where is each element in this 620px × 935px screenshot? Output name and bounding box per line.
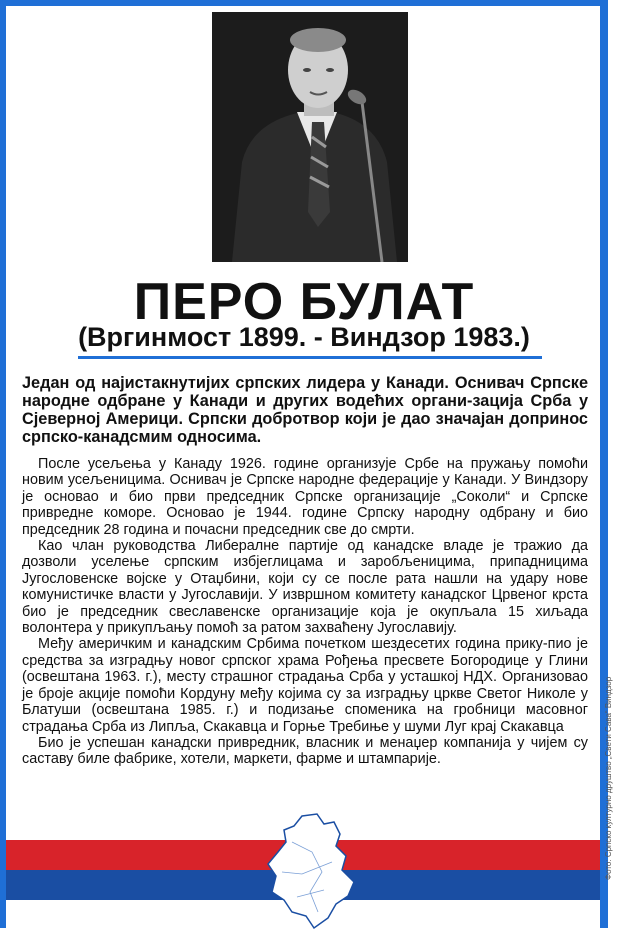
title-underline — [78, 356, 542, 359]
portrait-photo — [212, 12, 408, 262]
biography-paragraph: Као члан руководства Либералне партије од канадске владе је тражио да дозволи уселење српским избјеглицама и заробљеницима, припадницима Југословенске војске у Отаџбини, који су се после рата нашли на удару нове комунистичке власти у Југославији. У извршном комитету канадског Црвеног крста био је председник свеславенске организације која је окупљала 15 хиљада волонтера у прикупљању помоћ за ратом захваћену Југославију. — [22, 538, 588, 637]
person-name: ПЕРО БУЛАТ — [133, 273, 475, 331]
intro-text: Један од најистакнутијих српских лидера у Канади. Оснивач Српске народне одбране у Канади и других водећих органи-зација Срба у Сјеверној Америци. Српски добротвор који је дао значајан допринос српско-канадсмим односима. — [22, 374, 588, 446]
biography-text — [22, 456, 588, 768]
biography-paragraph: Међу америчким и канадским Србима почетком шездесетих година прику-пио је средства за изградњу новог српског храма Рођења пресвете Богородице у Глини (освештана 1963. г.), месту страшног страдања Срба у усташкој НДХ. Организовао је броје акције помоћи Кордуну међу којима су за изградњу цркве Светог Николе у Блатуши (освештана 1985. г.) и подизање споменика на гробници масовног страдања Срба из Липља, Скакавца и Горње Требиње у шуми Луг крај Скакавца — [22, 636, 588, 735]
biography-paragraph: После усељења у Канаду 1926. године организује Србе на пружању помоћи новим усељеницима. Оснивач је Српске народне федерације у Канади. У Виндзору је основао и био први председник Српске организације „Соколи“ и Српске привредне коморе. Основао је 1944. године Српску народну одбрану и био председник 28 година и почасни председник све до смрти. — [22, 456, 588, 538]
region-map-icon — [262, 812, 362, 930]
biography-paragraph: Био је успешан канадски привредник, власник и менаџер компанија у чијем су саставу биле фабрике, хотели, маркети, фарме и штампарије. — [22, 734, 588, 768]
life-dates: (Вргинмост 1899. - Виндзор 1983.) — [78, 322, 530, 352]
photo-credit: Фото: Српско културно друштво „Свети Сава“ Виндзор — [604, 676, 613, 880]
